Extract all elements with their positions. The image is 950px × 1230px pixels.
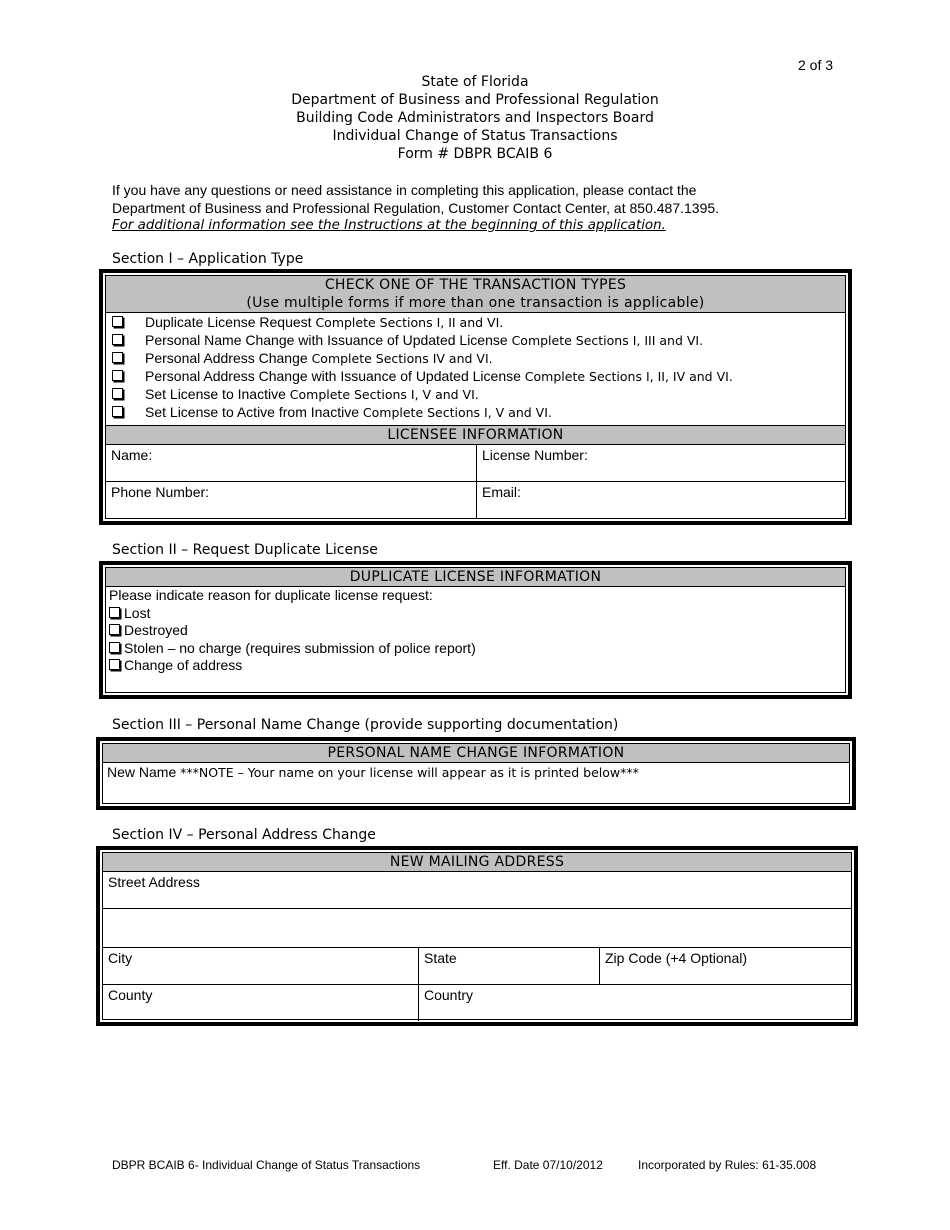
email-field[interactable] — [476, 482, 845, 519]
instructions-link[interactable]: For additional information see the Instructions at the beginning of this application. — [112, 218, 666, 233]
state-field[interactable] — [418, 948, 599, 984]
option-note: Complete Sections I, III and VI. — [511, 333, 704, 348]
country-label: Country — [424, 987, 474, 1003]
band-heading: CHECK ONE OF THE TRANSACTION TYPES — [324, 277, 627, 293]
street-row-1 — [103, 872, 851, 909]
section-2-box — [99, 561, 852, 699]
header-state: State of Florida — [421, 74, 529, 90]
option-note: Complete Sections I, II, IV and VI. — [524, 369, 733, 384]
checkbox[interactable] — [109, 659, 120, 670]
duplicate-license-band: DUPLICATE LICENSE INFORMATION — [106, 568, 845, 587]
section-4-title: Section IV – Personal Address Change — [112, 827, 376, 843]
option-set-inactive[interactable] — [106, 385, 845, 403]
checkbox[interactable] — [112, 406, 123, 417]
option-label: Duplicate License Request — [145, 314, 312, 330]
license-number-label: License Number: — [482, 447, 588, 463]
name-field[interactable] — [106, 445, 476, 481]
county-country-row — [103, 985, 851, 1021]
option-note: Complete Sections I, II and VI. — [315, 315, 504, 330]
checkbox[interactable] — [109, 642, 120, 653]
state-label: State — [424, 950, 457, 966]
section-1-title: Section I – Application Type — [112, 251, 304, 267]
option-label: Personal Address Change — [145, 350, 308, 366]
option-note: Complete Sections IV and VI. — [311, 351, 493, 366]
new-name-note: ***NOTE – Your name on your license will appear as it is printed below*** — [180, 765, 639, 780]
duplicate-prompt: Please indicate reason for duplicate license request: — [109, 587, 433, 603]
footer-rules: Incorporated by Rules: 61-35.008 — [638, 1158, 817, 1172]
reason-stolen[interactable] — [109, 640, 845, 658]
reason-label: Lost — [124, 604, 151, 621]
checkbox[interactable] — [112, 316, 123, 327]
name-label: Name: — [111, 447, 153, 463]
street-address-field[interactable] — [103, 872, 851, 908]
checkbox[interactable] — [112, 388, 123, 399]
intro-text — [112, 181, 832, 235]
option-duplicate-license[interactable] — [106, 313, 845, 331]
city-field[interactable] — [103, 948, 418, 984]
header-form-number: Form # DBPR BCAIB 6 — [397, 146, 553, 162]
zip-field[interactable] — [599, 948, 851, 984]
street-row-2 — [103, 909, 851, 948]
option-label: Set License to Inactive — [145, 386, 286, 402]
reason-destroyed[interactable] — [109, 622, 845, 640]
page-number: 2 of 3 — [798, 57, 834, 73]
section-2-title: Section II – Request Duplicate License — [112, 542, 378, 558]
header-form-title: Individual Change of Status Transactions — [332, 128, 618, 144]
section-3-title: Section III – Personal Name Change (provide supporting documentation) — [112, 717, 619, 733]
transaction-types-band — [106, 276, 845, 313]
checkbox[interactable] — [109, 607, 120, 618]
option-label: Personal Address Change with Issuance of Updated License — [145, 368, 521, 384]
option-label: Set License to Active from Inactive — [145, 404, 359, 420]
phone-label: Phone Number: — [111, 484, 210, 500]
phone-field[interactable] — [106, 482, 476, 519]
reason-lost[interactable] — [109, 605, 845, 623]
country-field[interactable] — [418, 985, 851, 1021]
option-set-active[interactable] — [106, 403, 845, 421]
street-address-label: Street Address — [108, 874, 200, 890]
mailing-address-band: NEW MAILING ADDRESS — [103, 853, 851, 872]
option-note: Complete Sections I, V and VI. — [289, 387, 479, 402]
option-label: Personal Name Change with Issuance of Updated License — [145, 332, 508, 348]
new-name-label: New Name — [107, 764, 177, 780]
zip-label: Zip Code (+4 Optional) — [605, 950, 748, 966]
license-number-field[interactable] — [476, 445, 845, 481]
reason-change-of-address[interactable] — [109, 657, 845, 675]
header-board: Building Code Administrators and Inspectors Board — [296, 110, 654, 126]
duplicate-reasons — [106, 587, 845, 675]
city-label: City — [108, 950, 133, 966]
option-address-change[interactable] — [106, 349, 845, 367]
intro-line-1: If you have any questions or need assistance in completing this application, please contact the — [112, 182, 697, 198]
band-subheading: (Use multiple forms if more than one transaction is applicable) — [246, 295, 705, 311]
city-state-zip-row — [103, 948, 851, 985]
checkbox[interactable] — [109, 624, 120, 635]
section-3-box — [96, 737, 856, 810]
footer-eff-date: Eff. Date 07/10/2012 — [493, 1158, 603, 1172]
name-change-band: PERSONAL NAME CHANGE INFORMATION — [103, 744, 849, 763]
reason-label: Stolen – no charge (requires submission of police report) — [124, 639, 476, 656]
licensee-row-2 — [106, 482, 845, 519]
option-note: Complete Sections I, V and VI. — [362, 405, 552, 420]
licensee-band: LICENSEE INFORMATION — [106, 425, 845, 445]
new-name-field[interactable] — [103, 763, 849, 803]
street-address-line-2[interactable] — [103, 909, 851, 947]
checkbox[interactable] — [112, 334, 123, 345]
option-address-change-updated-license[interactable] — [106, 367, 845, 385]
checkbox[interactable] — [112, 370, 123, 381]
licensee-row-1 — [106, 445, 845, 482]
footer-form-name: DBPR BCAIB 6- Individual Change of Status Transactions — [112, 1158, 421, 1172]
section-1-box — [99, 269, 852, 525]
checkbox[interactable] — [112, 352, 123, 363]
option-name-change-updated-license[interactable] — [106, 331, 845, 349]
county-field[interactable] — [103, 985, 418, 1021]
email-label: Email: — [482, 484, 521, 500]
section-4-box — [96, 846, 858, 1026]
reason-label: Change of address — [124, 657, 243, 673]
header-department: Department of Business and Professional Regulation — [291, 92, 659, 108]
form-header — [0, 73, 950, 163]
transaction-options — [106, 313, 845, 425]
reason-label: Destroyed — [124, 622, 188, 638]
county-label: County — [108, 987, 153, 1003]
intro-line-2: Department of Business and Professional Regulation, Customer Contact Center, at 850.487.1395. — [112, 200, 720, 216]
